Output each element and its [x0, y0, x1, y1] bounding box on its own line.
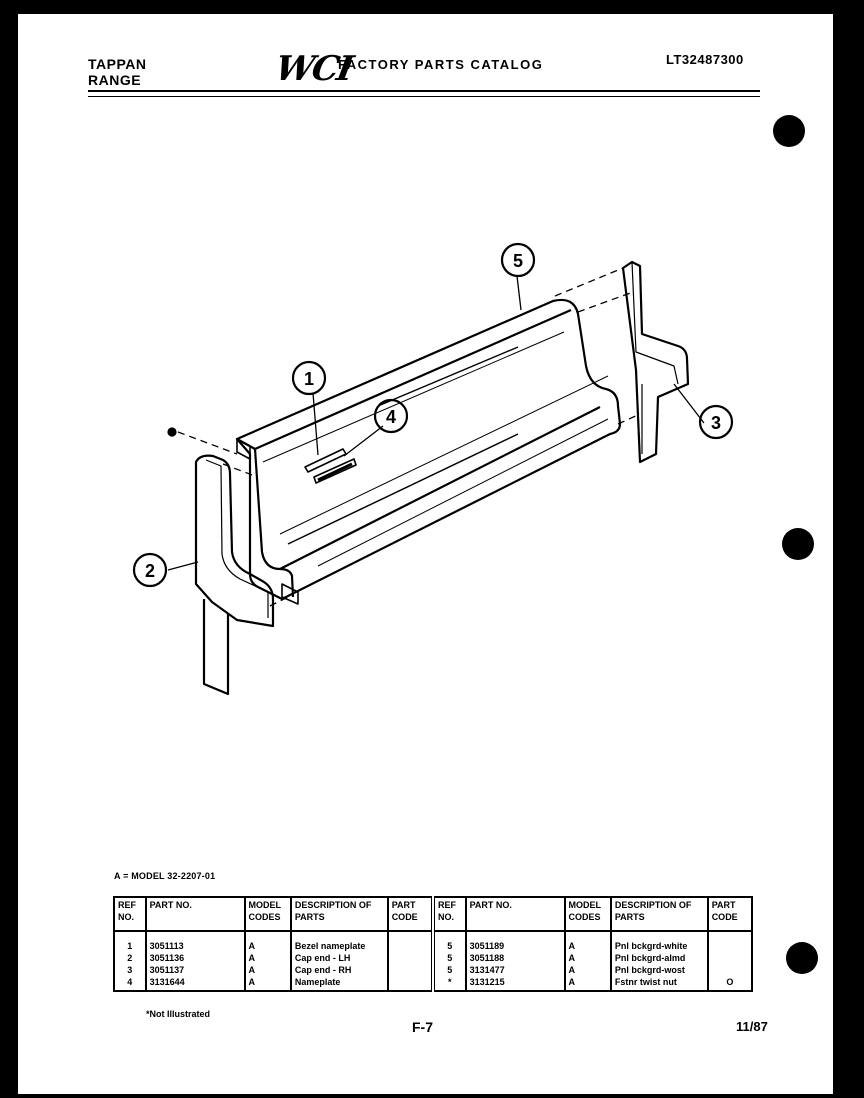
- col-model-codes-2: MODEL CODES: [565, 897, 611, 931]
- ref-cell-2: 5 5 5 *: [433, 931, 466, 991]
- brand-line2: RANGE: [88, 72, 142, 88]
- model-cell-2: A A A A: [565, 931, 611, 991]
- callout-5: 5: [512, 251, 524, 271]
- catalog-sheet: [18, 14, 833, 1094]
- backguard-panel: [237, 300, 620, 599]
- backguard-lower-edge: [280, 407, 600, 569]
- backguard-front-face: [255, 449, 293, 597]
- col-ref-no-2: REF NO.: [433, 897, 466, 931]
- col-part-no-2: PART NO.: [466, 897, 565, 931]
- callout-4: 4: [385, 407, 397, 427]
- col-description-2: DESCRIPTION OF PARTS: [611, 897, 708, 931]
- model-cell: A A A A: [245, 931, 291, 991]
- code-cell-2: O: [708, 931, 752, 991]
- binder-hole-middle: [782, 528, 814, 560]
- footnote: *Not Illustrated: [146, 1009, 211, 1019]
- wci-logo: WCI: [272, 49, 355, 89]
- callout-2: 2: [144, 561, 156, 581]
- parts-table-header: [114, 897, 752, 931]
- brand-line1: TAPPAN: [88, 56, 147, 72]
- col-ref-no: REF NO.: [114, 897, 146, 931]
- page-number: F-7: [412, 1019, 433, 1035]
- col-part-code: PART CODE: [388, 897, 433, 931]
- col-description: DESCRIPTION OF PARTS: [291, 897, 388, 931]
- binder-hole-bottom: [786, 942, 818, 974]
- description-cell-2: Pnl bckgrd-white Pnl bckgrd-almd Pnl bckgrd-wost Fstnr twist nut: [611, 931, 708, 991]
- part-cell-2: 3051189 3051188 3131477 3131215: [466, 931, 565, 991]
- catalog-number: LT32487300: [666, 52, 744, 67]
- twist-nut-fastener: [169, 429, 176, 436]
- col-model-codes: MODEL CODES: [245, 897, 291, 931]
- end-cap-lh-leg: [204, 599, 228, 694]
- part-cell: 3051113 3051136 3051137 3131644: [146, 931, 245, 991]
- parts-table: [113, 896, 753, 992]
- description-cell: Bezel nameplate Cap end - LH Cap end - RH Nameplate: [291, 931, 388, 991]
- ref-cell: 1 2 3 4: [114, 931, 146, 991]
- code-cell: [388, 931, 433, 991]
- binder-hole-top: [773, 115, 805, 147]
- backguard-top-lip: [237, 310, 571, 449]
- catalog-title: FACTORY PARTS CATALOG: [338, 57, 544, 72]
- callout-1: 1: [303, 369, 315, 389]
- col-part-code-2: PART CODE: [708, 897, 752, 931]
- col-part-no: PART NO.: [146, 897, 245, 931]
- table-row: [114, 931, 752, 991]
- exploded-parts-diagram: [18, 14, 833, 854]
- catalog-date: 11/87: [736, 1019, 768, 1034]
- callout-3: 3: [710, 413, 722, 433]
- model-note: A = MODEL 32-2207-01: [114, 871, 216, 881]
